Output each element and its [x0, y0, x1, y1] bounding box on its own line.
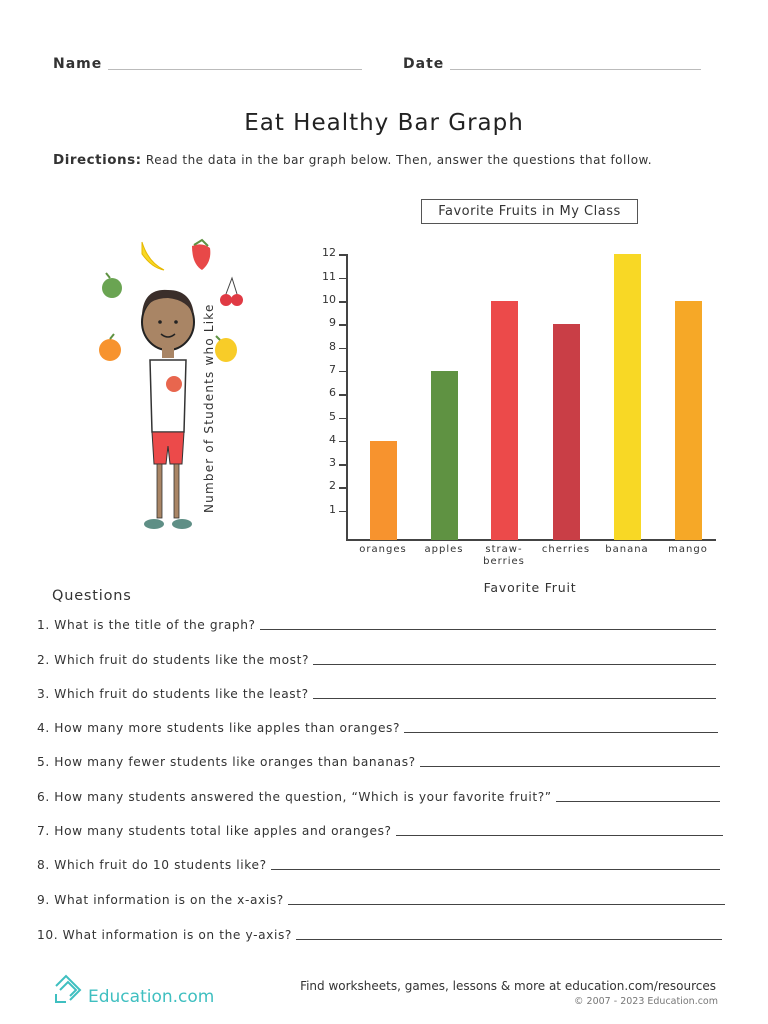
y-tick-label: 1 — [329, 502, 336, 516]
y-tick — [339, 301, 347, 303]
question-text: 9. What information is on the x-axis? — [37, 893, 284, 907]
date-label: Date — [403, 56, 445, 72]
x-tick-label-line: straw- — [485, 544, 523, 555]
y-tick-label: 4 — [329, 432, 336, 446]
kid-figure — [142, 290, 194, 529]
question-text: 5. How many fewer students like oranges than bananas? — [37, 755, 416, 769]
answer-line[interactable] — [313, 664, 716, 665]
question-2 — [37, 653, 716, 667]
bar-cherries — [553, 324, 580, 540]
y-axis — [346, 254, 348, 540]
y-tick-label: 8 — [329, 339, 336, 353]
bar-strawberries — [491, 301, 518, 540]
date-field[interactable] — [450, 69, 701, 70]
y-tick — [339, 418, 347, 420]
y-tick — [339, 371, 347, 373]
question-text: 8. Which fruit do 10 students like? — [37, 858, 267, 872]
question-text: 1. What is the title of the graph? — [37, 618, 256, 632]
question-5 — [37, 755, 720, 769]
question-text: 3. Which fruit do students like the least? — [37, 687, 309, 701]
question-7 — [37, 824, 723, 838]
y-tick-label: 11 — [322, 269, 336, 283]
strawberry-icon — [192, 240, 210, 270]
answer-line[interactable] — [313, 698, 716, 699]
y-tick-label: 5 — [329, 409, 336, 423]
y-tick — [339, 487, 347, 489]
apple-icon — [102, 273, 122, 298]
question-6 — [37, 790, 720, 804]
question-10 — [37, 928, 722, 942]
banana-icon — [142, 242, 164, 270]
chart-title: Favorite Fruits in My Class — [421, 199, 638, 224]
question-9 — [37, 893, 725, 907]
answer-line[interactable] — [404, 732, 718, 733]
answer-line[interactable] — [260, 629, 716, 630]
x-tick-label — [531, 544, 601, 556]
x-tick-label-line: cherries — [541, 544, 591, 555]
y-tick-label: 2 — [329, 479, 336, 493]
page-title: Eat Healthy Bar Graph — [244, 110, 524, 136]
question-text: 10. What information is on the y-axis? — [37, 928, 292, 942]
directions-label: Directions: — [53, 152, 142, 168]
y-tick — [339, 348, 347, 350]
y-tick-label: 12 — [322, 246, 336, 260]
x-tick-label-line: banana — [605, 544, 649, 555]
orange-icon — [99, 334, 121, 361]
name-label: Name — [53, 56, 103, 72]
directions-text: Read the data in the bar graph below. Then, answer the questions that follow. — [145, 153, 653, 167]
bar-apples — [431, 371, 458, 540]
question-text: 4. How many more students like apples than oranges? — [37, 721, 401, 735]
question-1 — [37, 618, 716, 632]
y-tick — [339, 464, 347, 466]
y-tick-label: 10 — [322, 293, 336, 306]
bar-mango — [675, 301, 702, 540]
answer-line[interactable] — [296, 939, 722, 940]
y-tick — [339, 254, 347, 256]
x-tick-label — [653, 544, 723, 556]
bar-banana — [614, 254, 641, 540]
y-tick — [339, 511, 347, 513]
x-tick-label-line: oranges — [359, 544, 407, 555]
answer-line[interactable] — [396, 835, 723, 836]
mango-icon — [215, 336, 237, 362]
copyright: © 2007 - 2023 Education.com — [574, 996, 718, 1007]
education-logo-icon — [52, 972, 86, 1006]
x-tick-label-line: apples — [424, 544, 464, 555]
question-8 — [37, 858, 720, 872]
x-axis — [346, 539, 716, 541]
x-axis-label: Favorite Fruit — [483, 580, 577, 595]
answer-line[interactable] — [288, 904, 725, 905]
y-tick-label: 9 — [329, 316, 336, 330]
question-4 — [37, 721, 718, 735]
kid-with-fruits-illustration — [90, 232, 250, 547]
questions-heading: Questions — [52, 588, 132, 604]
x-tick-label-line: mango — [668, 544, 708, 555]
bar-oranges — [370, 441, 397, 540]
question-text: 7. How many students total like apples and oranges? — [37, 824, 392, 838]
resources-link[interactable]: Find worksheets, games, lessons & more at education.com/resources — [300, 979, 716, 993]
y-tick — [339, 324, 347, 326]
x-tick-label — [592, 544, 662, 556]
question-text: 6. How many students answered the question, “Which is your favorite fruit?” — [37, 790, 552, 804]
answer-line[interactable] — [271, 869, 720, 870]
y-axis-label: Number of Students who Like — [202, 303, 216, 513]
y-tick-label: 7 — [329, 362, 336, 376]
y-tick-label: 6 — [329, 386, 336, 400]
directions — [53, 152, 652, 168]
name-field[interactable] — [108, 69, 362, 70]
answer-line[interactable] — [420, 766, 720, 767]
x-tick-label-line: berries — [483, 556, 525, 567]
y-tick — [339, 394, 347, 396]
education-logo-text[interactable]: Education.com — [88, 987, 215, 1007]
y-tick-label: 3 — [329, 456, 336, 470]
x-tick-label — [469, 544, 539, 568]
y-tick — [339, 278, 347, 280]
question-3 — [37, 687, 716, 701]
cherries-icon — [220, 278, 243, 306]
question-text: 2. Which fruit do students like the most? — [37, 653, 310, 667]
answer-line[interactable] — [556, 801, 720, 802]
y-tick — [339, 441, 347, 443]
x-tick-label — [348, 544, 418, 556]
